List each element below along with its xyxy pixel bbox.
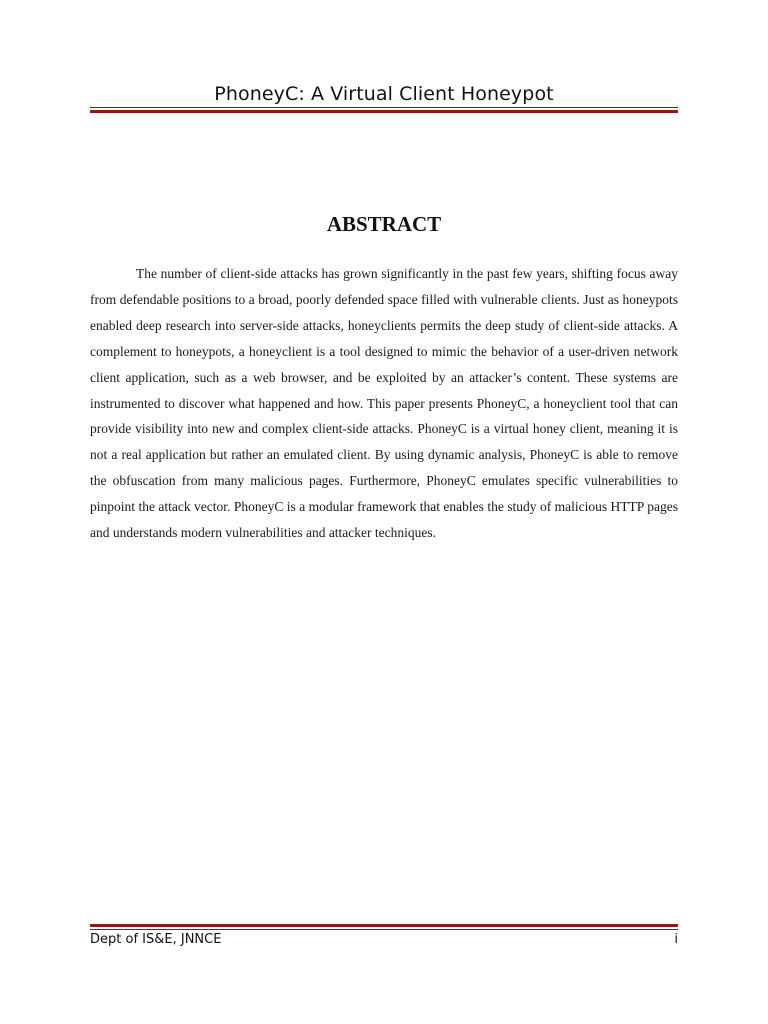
footer-page-number: i (674, 932, 678, 947)
header-rule-thin (90, 107, 678, 108)
running-header-title: PhoneyC: A Virtual Client Honeypot (214, 83, 554, 105)
footer-department: Dept of IS&E, JNNCE (90, 932, 222, 947)
footer-rule-thick (90, 924, 678, 927)
abstract-paragraph: The number of client-side attacks has grown significantly in the past few years, shifting focus away from defendable positions to a broad, poorly defended space filled with vulnerable clients. Just as honeypots enabled deep research into server-side attacks, honeyclients permits the deep study of client-side attacks. A complement to honeypots, a honeyclient is a tool designed to mimic the behavior of a user-driven network client application, such as a web browser, and be exploited by an attacker’s content. These systems are instrumented to discover what happened and how. This paper presents PhoneyC, a honeyclient tool that can provide visibility into new and complex client-side attacks. PhoneyC is a virtual honey client, meaning it is not a real application but rather an emulated client. By using dynamic analysis, PhoneyC is able to remove the obfuscation from many malicious pages. Furthermore, PhoneyC emulates specific vulnerabilities to pinpoint the attack vector. PhoneyC is a modular framework that enables the study of malicious HTTP pages and understands modern vulnerabilities and attacker techniques. (90, 266, 678, 541)
header-rule-thick (90, 110, 678, 113)
footer-rule-thin (90, 929, 678, 930)
abstract-heading: ABSTRACT (326, 212, 442, 236)
